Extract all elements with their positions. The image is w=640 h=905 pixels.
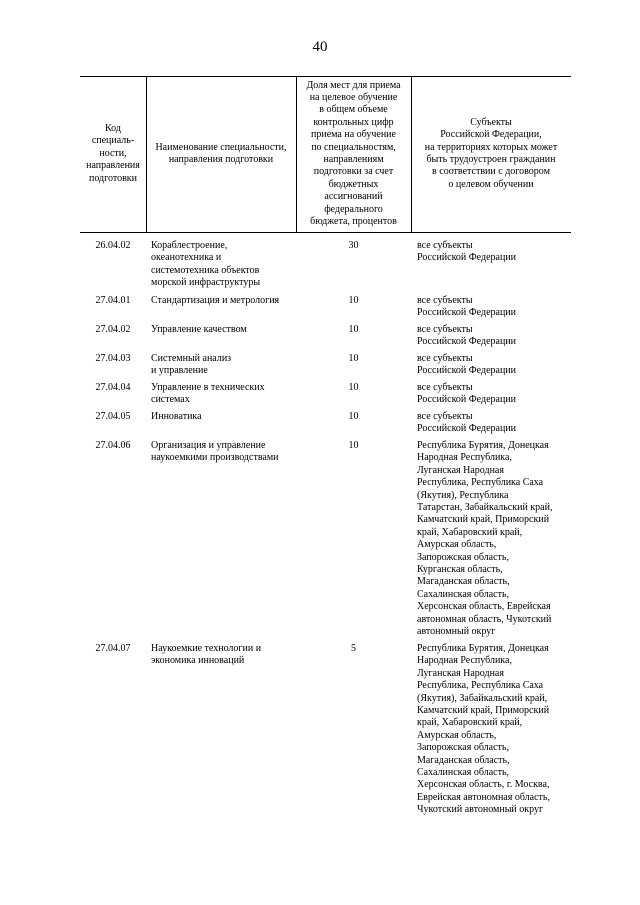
row-code: 27.04.05: [95, 411, 131, 422]
row-share: 30: [348, 240, 359, 251]
row-name: Управление качеством: [151, 324, 247, 335]
row-name: Управление в технических системах: [151, 382, 265, 406]
row-code: 27.04.04: [95, 382, 131, 393]
row-code: 27.04.06: [95, 440, 131, 451]
row-subjects: все субъекты Российской Федерации: [417, 324, 517, 348]
row-subjects: все субъекты Российской Федерации: [417, 353, 517, 377]
header-bottom-border: [80, 232, 571, 233]
row-name: Стандартизация и метрология: [151, 295, 280, 306]
row-code: 26.04.02: [95, 240, 131, 251]
row-share: 10: [348, 353, 359, 364]
row-code: 27.04.07: [95, 643, 131, 654]
header-code: Код специаль- ности, направления подготовки: [86, 122, 140, 184]
header-name: Наименование специальности, направления подготовки: [155, 141, 287, 165]
row-subjects: Республика Бурятия, Донецкая Народная Республика, Луганская Народная Республика, Республика Саха (Якутия), Республика Татарстан, Забайкальский край, Камчатский край, Приморский край, Хабаровский край, Амурская область, Запорожская область, Курганская область, Магаданская область, Сахалинская область, Херсонская область, Еврейская автономная область, Чукотский автономный округ: [417, 440, 553, 638]
row-share: 5: [351, 643, 356, 654]
header-subjects: Субъекты Российской Федерации, на территориях которых может быть трудоустроен гражданин в соответствии с договором о целевом обучении: [424, 116, 558, 190]
row-share: 10: [348, 324, 359, 335]
row-name: Организация и управление наукоемкими производствами: [151, 440, 279, 464]
row-share: 10: [348, 411, 359, 422]
row-subjects: Республика Бурятия, Донецкая Народная Республика, Луганская Народная Республика, Республика Саха (Якутия), Забайкальский край, Камчатский край, Приморский край, Хабаровский край, Амурская область, Запорожская область, Магаданская область, Сахалинская область, Херсонская область, г. Москва, Еврейская автономная область, Чукотский автономный округ: [417, 643, 550, 816]
row-name: Кораблестроение, океанотехника и системотехника объектов морской инфраструктуры: [151, 240, 261, 289]
row-subjects: все субъекты Российской Федерации: [417, 240, 517, 264]
row-name: Системный анализ и управление: [151, 353, 232, 377]
row-code: 27.04.01: [95, 295, 131, 306]
row-name: Наукоемкие технологии и экономика инноваций: [151, 643, 262, 667]
row-share: 10: [348, 382, 359, 393]
row-code: 27.04.02: [95, 324, 131, 335]
page-number: 40: [312, 39, 328, 55]
row-share: 10: [348, 295, 359, 306]
header-share: Доля мест для приема на целевое обучение в общем объеме контрольных цифр приема на обучение по специальностям, направлениям подготовки за счет бюджетных ассигнований федерального бюджета, процентов: [306, 79, 401, 228]
row-subjects: все субъекты Российской Федерации: [417, 382, 517, 406]
row-subjects: все субъекты Российской Федерации: [417, 295, 517, 319]
row-subjects: все субъекты Российской Федерации: [417, 411, 517, 435]
row-code: 27.04.03: [95, 353, 131, 364]
row-name: Инноватика: [151, 411, 202, 422]
row-share: 10: [348, 440, 359, 451]
